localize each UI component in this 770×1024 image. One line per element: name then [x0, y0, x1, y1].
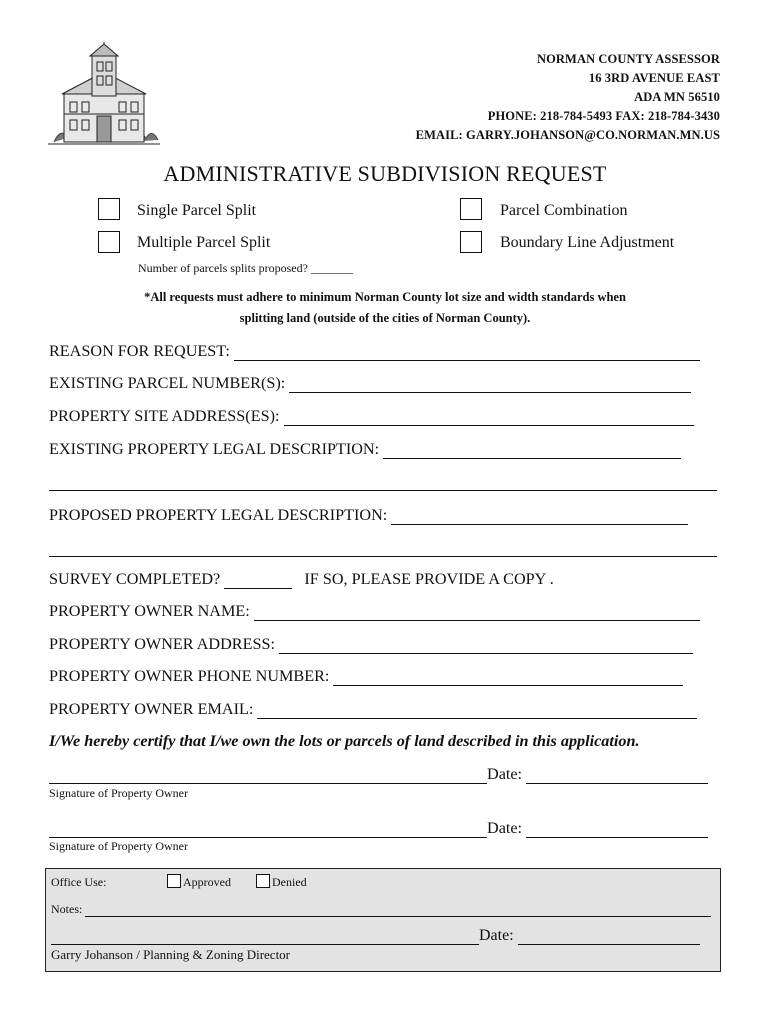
parcel-combination-label: Parcel Combination [500, 202, 628, 219]
lot-size-notice-line-2: splitting land (outside of the cities of Norman County). [239, 311, 531, 325]
director-signature-blank[interactable] [51, 930, 479, 945]
director-date-blank[interactable] [518, 930, 700, 945]
signature-date-label-1: Date: [487, 765, 523, 783]
proposed-legal-continued-row [49, 538, 721, 557]
notes-blank[interactable] [85, 905, 711, 917]
org-name: NORMAN COUNTY ASSESSOR [536, 52, 720, 66]
parcel-count-prompt: Number of parcels splits proposed? _______ [138, 261, 353, 275]
reason-blank[interactable] [234, 346, 700, 361]
parcel-numbers-label: EXISTING PARCEL NUMBER(S): [49, 374, 286, 392]
owner-address-blank[interactable] [279, 639, 693, 654]
signature-date-label-2: Date: [487, 819, 523, 837]
assessor-address-block [416, 50, 720, 145]
single-parcel-split-checkbox[interactable] [98, 198, 120, 220]
director-name: Garry Johanson / Planning & Zoning Director [51, 947, 291, 962]
owner-address-label: PROPERTY OWNER ADDRESS: [49, 635, 275, 653]
single-parcel-split-label: Single Parcel Split [137, 202, 257, 219]
owner-signature-row-1 [49, 765, 721, 784]
email-address: EMAIL: GARRY.JOHANSON@CO.NORMAN.MN.US [415, 128, 720, 142]
owner-signature-blank-2[interactable] [49, 823, 487, 838]
denied-option [256, 874, 307, 890]
owner-phone-label: PROPERTY OWNER PHONE NUMBER: [49, 667, 330, 685]
owner-email-label: PROPERTY OWNER EMAIL: [49, 700, 254, 718]
director-date-label: Date: [479, 927, 514, 944]
notes-label: Notes: [51, 902, 83, 916]
existing-legal-label: EXISTING PROPERTY LEGAL DESCRIPTION: [49, 440, 380, 458]
owner-signature-caption-2: Signature of Property Owner [49, 839, 188, 853]
parcel-numbers-row [49, 374, 721, 393]
owner-address-row [49, 635, 721, 654]
owner-name-blank[interactable] [254, 606, 700, 621]
boundary-line-adjustment-checkbox[interactable] [460, 231, 482, 253]
approved-checkbox[interactable] [167, 874, 181, 888]
proposed-legal-continued-blank[interactable] [49, 542, 717, 557]
site-address-label: PROPERTY SITE ADDRESS(ES): [49, 407, 280, 425]
owner-signature-caption-1: Signature of Property Owner [49, 786, 188, 800]
existing-legal-continued-blank[interactable] [49, 476, 717, 491]
survey-row [49, 570, 721, 589]
multiple-parcel-split-label: Multiple Parcel Split [137, 234, 271, 251]
parcel-numbers-blank[interactable] [289, 378, 691, 393]
form-title: ADMINISTRATIVE SUBDIVISION REQUEST [163, 161, 607, 186]
proposed-legal-blank[interactable] [391, 510, 688, 525]
site-address-blank[interactable] [284, 411, 694, 426]
proposed-legal-row [49, 506, 721, 525]
approved-option [167, 874, 231, 890]
multiple-parcel-split-checkbox[interactable] [98, 231, 120, 253]
owner-phone-row [49, 667, 721, 686]
survey-label: SURVEY COMPLETED? [49, 570, 221, 588]
director-signature-row [51, 927, 700, 945]
owner-signature-blank-1[interactable] [49, 769, 487, 784]
existing-legal-blank[interactable] [383, 444, 681, 459]
survey-blank[interactable] [224, 574, 292, 589]
owner-email-row [49, 700, 721, 719]
lot-size-notice-line-1: *All requests must adhere to minimum Norman County lot size and width standards when [144, 290, 626, 304]
denied-checkbox[interactable] [256, 874, 270, 888]
lot-size-notice [0, 287, 770, 329]
street-address: 16 3RD AVENUE EAST [588, 71, 720, 85]
owner-name-row [49, 602, 721, 621]
certification-statement: I/We hereby certify that I/we own the lots or parcels of land described in this application. [49, 732, 640, 750]
boundary-line-adjustment-label: Boundary Line Adjustment [500, 234, 675, 251]
owner-signature-row-2 [49, 819, 721, 838]
survey-copy-note: IF SO, PLEASE PROVIDE A COPY . [304, 570, 554, 588]
parcel-combination-checkbox[interactable] [460, 198, 482, 220]
approved-label: Approved [183, 875, 231, 889]
office-use-label: Office Use: [51, 875, 107, 889]
signature-date-blank-1[interactable] [526, 769, 708, 784]
owner-email-blank[interactable] [257, 704, 697, 719]
existing-legal-row [49, 440, 721, 459]
site-address-row [49, 407, 721, 426]
office-use-box [45, 868, 721, 972]
city-state-zip: ADA MN 56510 [634, 90, 720, 104]
denied-label: Denied [272, 875, 307, 889]
phone-fax: PHONE: 218-784-5493 FAX: 218-784-3430 [487, 109, 720, 123]
notes-row [51, 902, 711, 917]
reason-label: REASON FOR REQUEST: [49, 342, 230, 360]
owner-phone-blank[interactable] [333, 671, 683, 686]
owner-name-label: PROPERTY OWNER NAME: [49, 602, 250, 620]
proposed-legal-label: PROPOSED PROPERTY LEGAL DESCRIPTION: [49, 506, 388, 524]
courthouse-logo [44, 42, 164, 152]
signature-date-blank-2[interactable] [526, 823, 708, 838]
existing-legal-continued-row [49, 472, 721, 491]
reason-row [49, 342, 721, 361]
